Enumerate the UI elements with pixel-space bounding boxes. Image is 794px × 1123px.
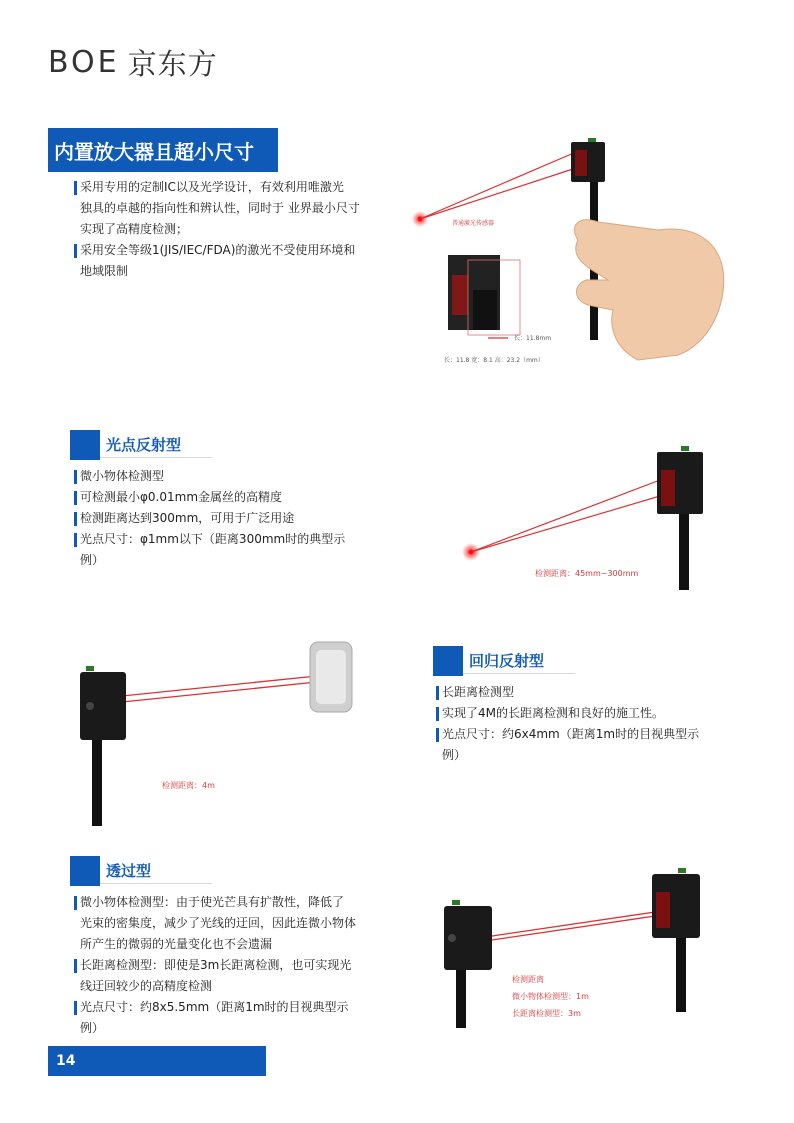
section-marker <box>433 646 463 676</box>
intro-bullet-cont: 地域限制 <box>80 264 129 278</box>
label-detect-distance: 检测距离：4m <box>162 781 215 790</box>
retro-reflective-illustration <box>72 636 362 826</box>
label-dimensions: 长：11.8 宽：8.1 高：23.2（mm） <box>444 357 544 364</box>
intro-bullet-cont: 独具的卓越的指向性和辨认性，同时于 业界最小尺寸 <box>80 201 360 215</box>
section-header-through-beam <box>70 856 212 886</box>
bullet-cont: 所产生的微弱的光量变化也不会遗漏 <box>80 937 273 951</box>
bullet: 长距离检测型 <box>436 682 736 703</box>
through-beam-illustration <box>440 862 720 1032</box>
label-length: 长：11.8mm <box>514 335 552 342</box>
brand-logo <box>48 42 218 83</box>
bullet: 微小物体检测型 <box>74 466 374 487</box>
section-header-retro-reflective <box>433 646 575 676</box>
bullet-cont: 线迂回较少的高精度检测 <box>80 979 213 993</box>
section-title: 回归反射型 <box>463 649 575 674</box>
bullet: 光点尺寸：φ1mm以下（距离300mm时的典型示 <box>74 529 374 550</box>
figure-through-beam <box>440 862 720 1032</box>
bullet: 检测距离达到300mm，可用于广泛用途 <box>74 508 374 529</box>
label-detect-distance: 检测距离 <box>512 975 544 984</box>
page-title: 内置放大器且超小尺寸 <box>48 128 278 172</box>
logo-brand-text: BOE <box>48 45 120 80</box>
spot-reflective-illustration <box>455 440 705 590</box>
section1-bullets <box>74 466 374 571</box>
intro-bullet: 采用专用的定制IC以及光学设计，有效利用唯激光 <box>74 177 374 198</box>
hand-sensor-illustration <box>408 130 738 370</box>
label-detect-distance: 检测距离：45mm~300mm <box>535 569 639 578</box>
bullet: 长距离检测型：即使是3m长距离检测，也可实现光 <box>74 955 374 976</box>
intro-bullet-cont: 实现了高精度检测； <box>80 222 189 236</box>
bullet: 实现了4M的长距离检测和良好的施工性。 <box>436 703 736 724</box>
bullet-cont: 例） <box>442 748 467 762</box>
label-small-object: 微小物体检测型：1m <box>512 992 589 1001</box>
figure-spot-reflective <box>455 440 705 590</box>
bullet-cont: 例） <box>80 1021 105 1035</box>
intro-bullet: 采用安全等级1(JIS/IEC/FDA)的激光不受使用环境和 <box>74 240 374 261</box>
section2-bullets <box>436 682 736 766</box>
bullet: 光点尺寸：约8x5.5mm（距离1m时的目视典型示 <box>74 997 374 1018</box>
bullet: 可检测最小φ0.01mm金属丝的高精度 <box>74 487 374 508</box>
section-title: 透过型 <box>100 859 212 884</box>
section-marker <box>70 856 100 886</box>
intro-bullets <box>74 177 374 282</box>
figure-retro-reflective <box>72 636 362 826</box>
bullet-cont: 光束的密集度，减少了光线的迂回，因此连微小物体 <box>80 916 357 930</box>
section3-bullets <box>74 892 374 1039</box>
bullet-cont: 例） <box>80 553 105 567</box>
label-normal-sensor: 普通激光传感器 <box>452 220 495 227</box>
label-long-distance: 长距离检测型：3m <box>512 1009 581 1018</box>
bullet: 微小物体检测型：由于使光芒具有扩散性，降低了 <box>74 892 374 913</box>
page-number: 14 <box>48 1046 266 1076</box>
section-header-spot-reflective <box>70 430 212 460</box>
figure-hand-sensor <box>408 130 738 370</box>
section-marker <box>70 430 100 460</box>
section-title: 光点反射型 <box>100 433 212 458</box>
logo-cn-text: 京东方 <box>127 47 218 81</box>
bullet: 光点尺寸：约6x4mm（距离1m时的目视典型示 <box>436 724 736 745</box>
